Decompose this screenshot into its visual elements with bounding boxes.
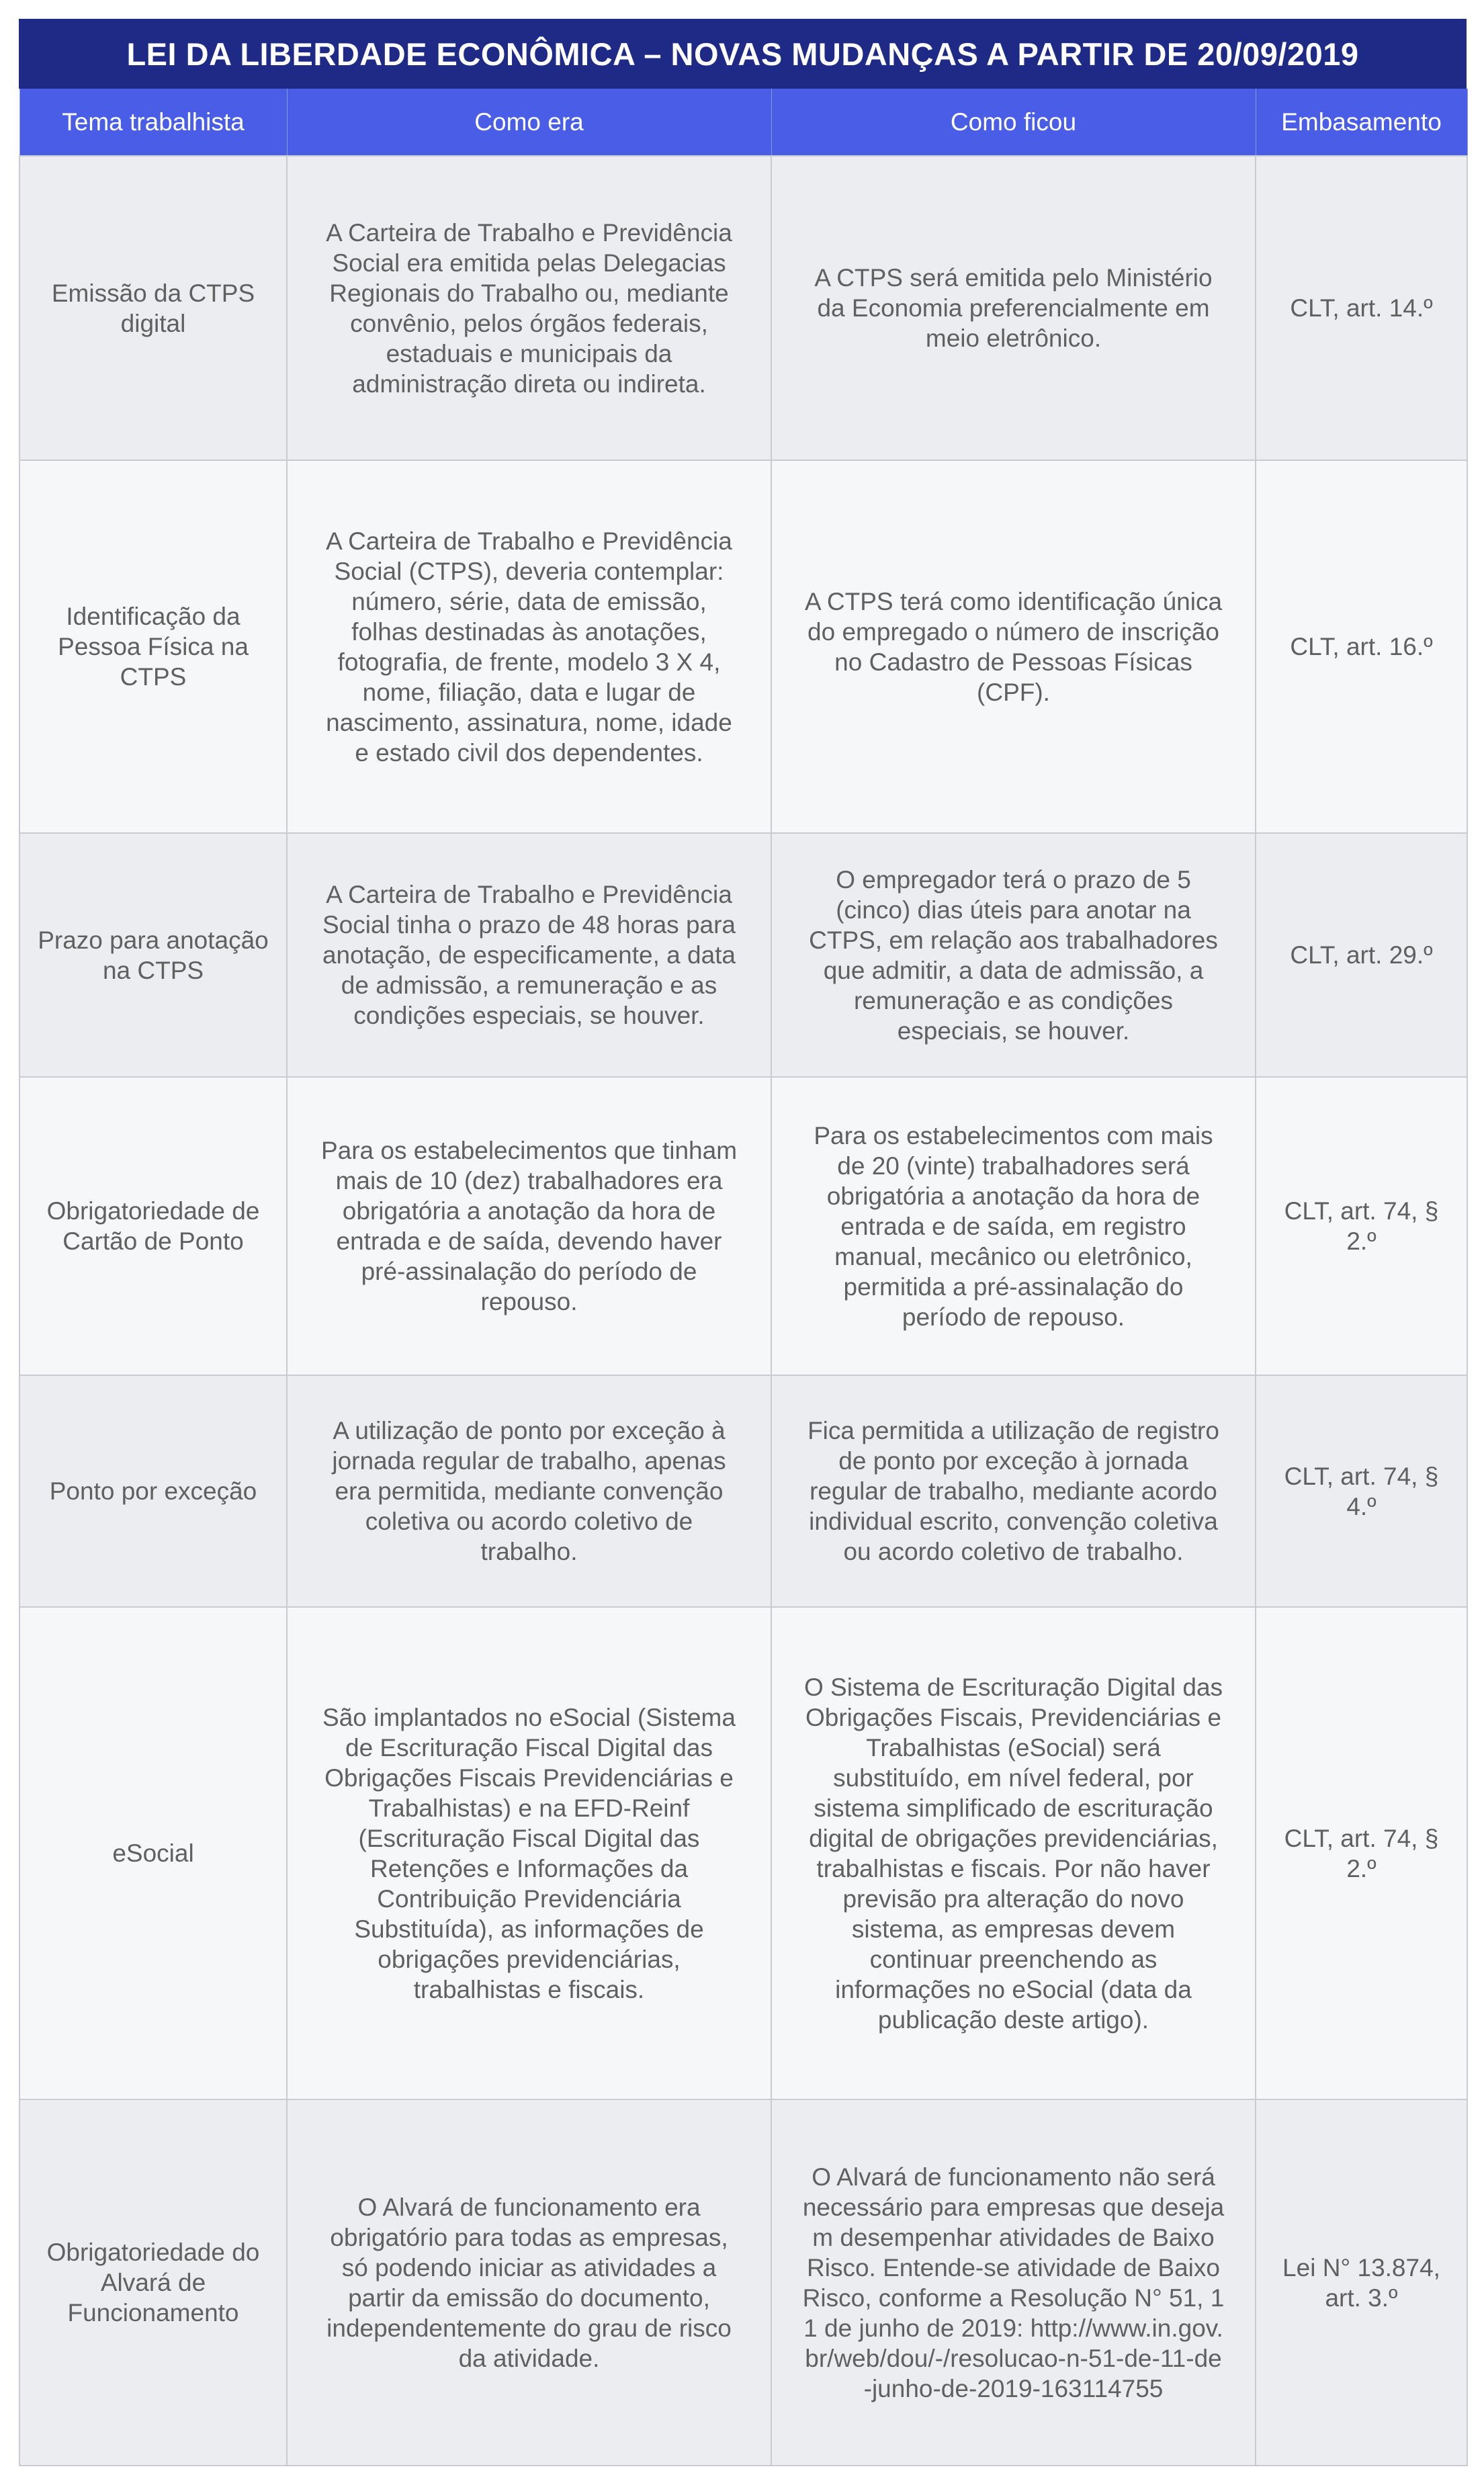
cell-basis: CLT, art. 74, § 4.º: [1256, 1375, 1467, 1607]
cell-after: O Sistema de Escrituração Digital das Obrigações Fiscais, Previdenciárias e Trabalhistas (eSocial) será substituído, em nível federal, por sistema simplificado de escrituração digital de obrigações previdenciárias, trabalhistas e fiscais. Por não haver previsão pra alteração do novo sistema, as empresas devem continuar preenchendo as informações no eSocial (data da publicação deste artigo).: [771, 1607, 1256, 2099]
table-body: [19, 156, 1467, 2466]
cell-after: Para os estabelecimentos com mais de 20 (vinte) trabalhadores será obrigatória a anotação da hora de entrada e de saída, em registro manual, mecânico ou eletrônico, permitida a pré-assinalação do período de repouso.: [771, 1077, 1256, 1375]
cell-after: O empregador terá o prazo de 5 (cinco) dias úteis para anotar na CTPS, em relação aos trabalhadores que admitir, a data de admissão, a remuneração e as condições especiais, se houver.: [771, 833, 1256, 1077]
cell-before: Para os estabelecimentos que tinham mais de 10 (dez) trabalhadores era obrigatória a anotação da hora de entrada e de saída, devendo haver pré-assinalação do período de repouso.: [287, 1077, 771, 1375]
table-row: [19, 2099, 1467, 2466]
cell-topic: Obrigatoriedade de Cartão de Ponto: [19, 1077, 287, 1375]
cell-topic: eSocial: [19, 1607, 287, 2099]
cell-before: A Carteira de Trabalho e Previdência Social tinha o prazo de 48 horas para anotação, de especificamente, a data de admissão, a remuneração e as condições especiais, se houver.: [287, 833, 771, 1077]
cell-basis: CLT, art. 74, § 2.º: [1256, 1077, 1467, 1375]
document-title: LEI DA LIBERDADE ECONÔMICA – NOVAS MUDANÇAS A PARTIR DE 20/09/2019: [19, 19, 1467, 89]
cell-basis: Lei N° 13.874, art. 3.º: [1256, 2099, 1467, 2466]
document: [19, 19, 1467, 2466]
cell-basis: CLT, art. 14.º: [1256, 156, 1467, 460]
table-header: [19, 89, 1467, 156]
cell-basis: CLT, art. 74, § 2.º: [1256, 1607, 1467, 2099]
header-basis: Embasamento: [1256, 89, 1467, 156]
header-after: Como ficou: [771, 89, 1256, 156]
cell-after: A CTPS será emitida pelo Ministério da Economia preferencialmente em meio eletrônico.: [771, 156, 1256, 460]
header-row: [19, 89, 1467, 156]
cell-basis: CLT, art. 16.º: [1256, 460, 1467, 833]
cell-before: São implantados no eSocial (Sistema de Escrituração Fiscal Digital das Obrigações Fiscais Previdenciárias e Trabalhistas) e na EFD-Reinf (Escrituração Fiscal Digital das Retenções e Informações da Contribuição Previdenciária Substituída), as informações de obrigações previdenciárias, trabalhistas e fiscais.: [287, 1607, 771, 2099]
cell-after: O Alvará de funcionamento não será necessário para empresas que desejam desempenhar atividades de Baixo Risco. Entende-se atividade de Baixo Risco, conforme a Resolução N° 51, 11 de junho de 2019: http://www.in.gov.br/web/dou/-/resolucao-n-51-de-11-de-junho-de-2019-163114755: [771, 2099, 1256, 2466]
cell-basis: CLT, art. 29.º: [1256, 833, 1467, 1077]
cell-after: Fica permitida a utilização de registro de ponto por exceção à jornada regular de trabalho, mediante acordo individual escrito, convenção coletiva ou acordo coletivo de trabalho.: [771, 1375, 1256, 1607]
table-row: [19, 1375, 1467, 1607]
header-topic: Tema trabalhista: [19, 89, 287, 156]
table-row: [19, 460, 1467, 833]
comparison-table: [19, 89, 1468, 2466]
header-before: Como era: [287, 89, 771, 156]
table-row: [19, 1077, 1467, 1375]
cell-before: O Alvará de funcionamento era obrigatório para todas as empresas, só podendo iniciar as atividades a partir da emissão do documento, independentemente do grau de risco da atividade.: [287, 2099, 771, 2466]
cell-topic: Prazo para anotação na CTPS: [19, 833, 287, 1077]
cell-topic: Identificação da Pessoa Física na CTPS: [19, 460, 287, 833]
cell-before: A utilização de ponto por exceção à jornada regular de trabalho, apenas era permitida, mediante convenção coletiva ou acordo coletivo de trabalho.: [287, 1375, 771, 1607]
table-row: [19, 1607, 1467, 2099]
table-row: [19, 833, 1467, 1077]
cell-topic: Emissão da CTPS digital: [19, 156, 287, 460]
cell-topic: Ponto por exceção: [19, 1375, 287, 1607]
cell-before: A Carteira de Trabalho e Previdência Social era emitida pelas Delegacias Regionais do Trabalho ou, mediante convênio, pelos órgãos federais, estaduais e municipais da administração direta ou indireta.: [287, 156, 771, 460]
table-row: [19, 156, 1467, 460]
cell-after: A CTPS terá como identificação única do empregado o número de inscrição no Cadastro de Pessoas Físicas (CPF).: [771, 460, 1256, 833]
cell-topic: Obrigatoriedade do Alvará de Funcionamento: [19, 2099, 287, 2466]
cell-before: A Carteira de Trabalho e Previdência Social (CTPS), deveria contemplar: número, série, data de emissão, folhas destinadas às anotações, fotografia, de frente, modelo 3 X 4, nome, filiação, data e lugar de nascimento, assinatura, nome, idade e estado civil dos dependentes.: [287, 460, 771, 833]
